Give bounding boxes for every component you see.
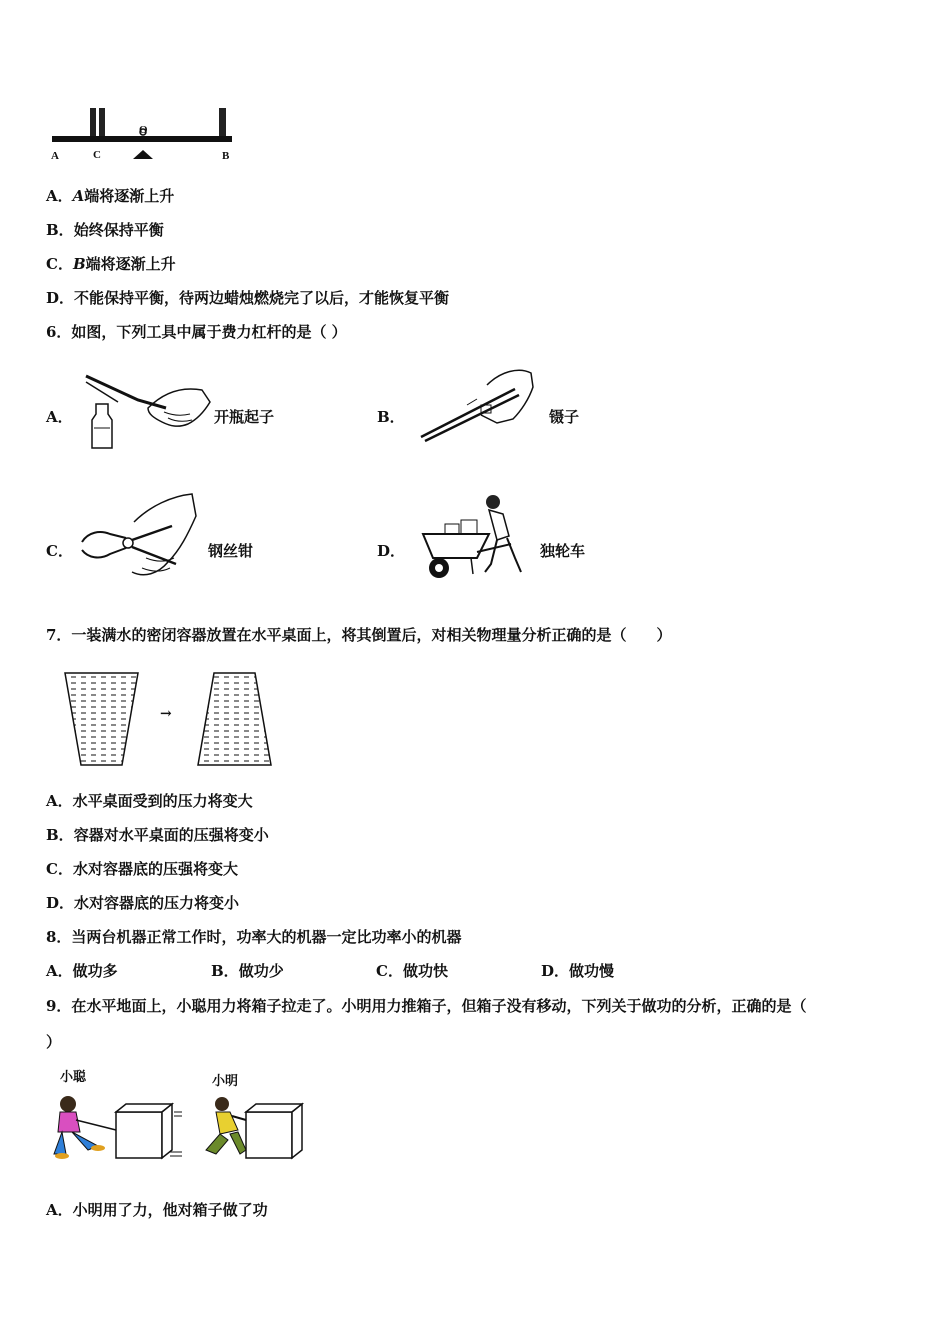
q6-option-c-label: 钢丝钳 xyxy=(208,542,254,560)
q6-stem: 6．如图，下列工具中属于费力杠杆的是（ ） xyxy=(46,323,347,341)
q6-option-c-letter[interactable]: C． xyxy=(46,542,73,560)
container-inverted-figure xyxy=(193,668,283,770)
box-left xyxy=(116,1104,172,1158)
candle-left-2 xyxy=(99,108,105,136)
pliers-icon xyxy=(76,492,201,584)
q6-option-d-label: 独轮车 xyxy=(540,542,586,560)
q8-stem: 8．当两台机器正常工作时，功率大的机器一定比功率小的机器 xyxy=(46,928,462,946)
q7-stem: 7．一装满水的密闭容器放置在水平桌面上，将其倒置后，对相关物理量分析正确的是（ ） xyxy=(46,626,672,644)
candle-left-1 xyxy=(90,108,96,136)
q9-stem-line2: ） xyxy=(46,1033,62,1051)
lever-label-b: B xyxy=(222,150,230,162)
bottle-opener-icon xyxy=(78,368,218,450)
girl-head xyxy=(60,1096,76,1112)
q7-option-d[interactable]: D．水对容器底的压力将变小 xyxy=(46,894,240,912)
q7-option-c[interactable]: C．水对容器底的压强将变大 xyxy=(46,860,238,878)
q9-option-a[interactable]: A．小明用了力，他对箱子做了功 xyxy=(46,1201,268,1219)
q5-option-d[interactable]: D．不能保持平衡，待两边蜡烛燃烧完了以后，才能恢复平衡 xyxy=(46,289,450,307)
q6-option-b-letter[interactable]: B． xyxy=(377,408,405,426)
q8-option-c[interactable]: C．做功快 xyxy=(376,962,448,980)
box-right xyxy=(246,1104,302,1158)
push-pull-figure xyxy=(50,1090,310,1170)
q8-option-a[interactable]: A．做功多 xyxy=(46,962,118,980)
lever-label-o: O xyxy=(139,124,148,136)
q6-option-a-letter[interactable]: A． xyxy=(46,408,73,426)
q6-option-a-label: 开瓶起子 xyxy=(214,408,275,426)
q5-option-b[interactable]: B．始终保持平衡 xyxy=(46,221,164,239)
name-xiaocong: 小聪 xyxy=(60,1070,87,1085)
q9-stem-line1: 9．在水平地面上，小聪用力将箱子拉走了。小明用力推箱子，但箱子没有移动，下列关于做功的分析，正确的是（ xyxy=(46,997,807,1015)
q8-option-b[interactable]: B．做功少 xyxy=(211,962,284,980)
q8-option-d[interactable]: D．做功慢 xyxy=(541,962,615,980)
tweezers-icon xyxy=(415,365,540,445)
container-upright-figure xyxy=(60,668,150,770)
transform-arrow: → xyxy=(160,706,172,722)
q7-option-b[interactable]: B．容器对水平桌面的压强将变小 xyxy=(46,826,269,844)
q5-option-a[interactable]: A．A端将逐渐上升 xyxy=(46,187,175,205)
q5-option-c[interactable]: C．B端将逐渐上升 xyxy=(46,255,176,273)
candle-right xyxy=(219,108,226,136)
wheelbarrow-icon xyxy=(417,492,542,584)
q6-option-b-label: 镊子 xyxy=(549,408,580,426)
q7-option-a[interactable]: A．水平桌面受到的压力将变大 xyxy=(46,792,253,810)
boy-head xyxy=(215,1097,229,1111)
lever-label-c: C xyxy=(93,149,101,161)
lever-label-a: A xyxy=(51,150,59,162)
fulcrum-icon xyxy=(133,150,153,159)
q6-option-d-letter[interactable]: D． xyxy=(377,542,406,560)
name-xiaoming: 小明 xyxy=(212,1074,239,1089)
lever-bar xyxy=(52,136,232,142)
